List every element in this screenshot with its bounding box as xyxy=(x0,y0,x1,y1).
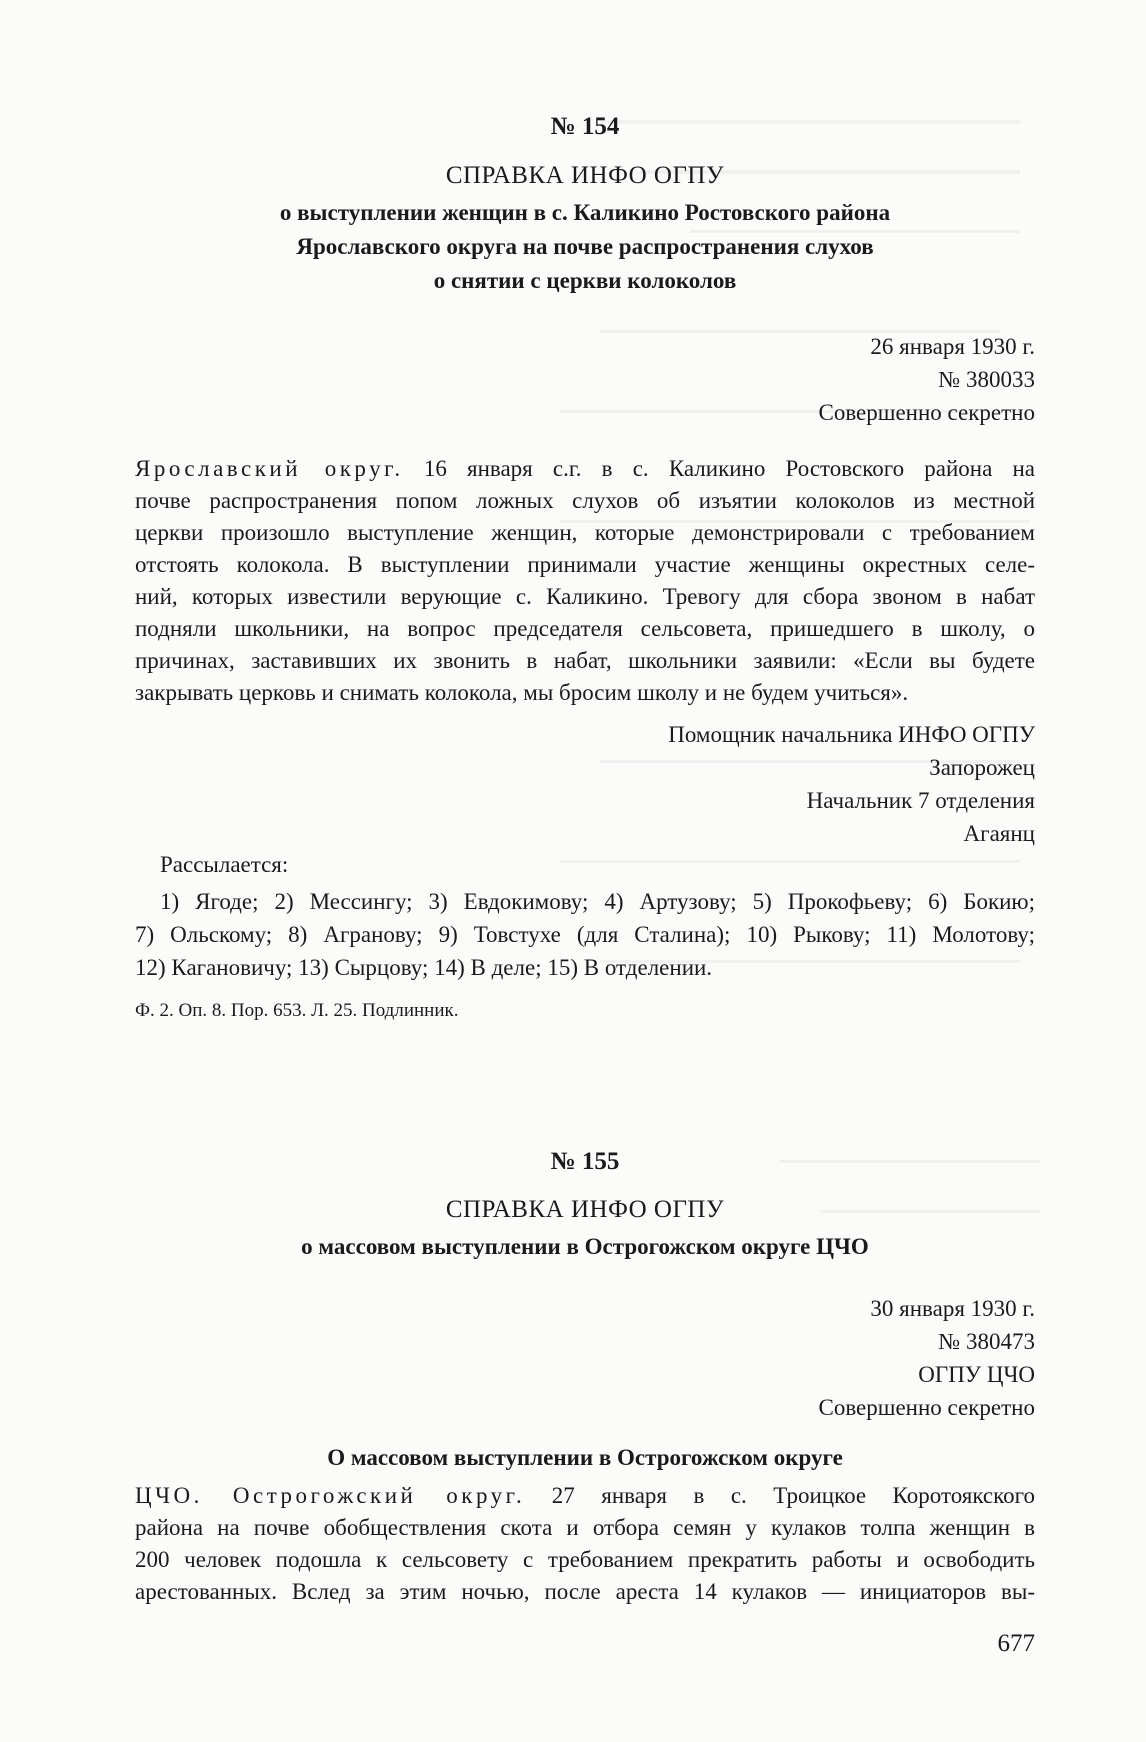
signatory-title: Помощник начальника ИНФО ОГПУ xyxy=(668,722,1035,747)
classification-mark: Совершенно секретно xyxy=(818,400,1035,425)
body-line-text: 27 января в с. Троицкое Коротоякского xyxy=(525,1483,1036,1508)
subtitle-line: о выступлении женщин в с. Каликино Ростовского района xyxy=(279,200,891,225)
body-line: ний, которых известили верующие с. Каликино. Тревогу для сбора звоном в набат xyxy=(135,584,1035,609)
document-meta-155 xyxy=(818,1292,1035,1424)
signatory-title: Начальник 7 отделения xyxy=(806,788,1035,813)
signature-block-154 xyxy=(668,718,1035,850)
body-line xyxy=(135,453,1035,485)
body-line xyxy=(135,1480,1035,1512)
body-line: 200 человек подошла к сельсовету с требованием прекратить работы и освободить xyxy=(135,1547,1035,1572)
body-line: закрывать церковь и снимать колокола, мы бросим школу и не будем учиться». xyxy=(135,680,909,705)
distribution-label: Рассылается: xyxy=(160,852,289,877)
document-title-155: СПРАВКА ИНФО ОГПУ xyxy=(445,1196,725,1223)
document-meta-154 xyxy=(818,330,1035,429)
body-line: арестованных. Вслед за этим ночью, после ареста 14 кулаков — инициаторов вы- xyxy=(135,1579,1035,1604)
body-line-text: 16 января с.г. в с. Каликино Ростовского района на xyxy=(403,456,1035,481)
document-body-154 xyxy=(135,453,1035,709)
distribution-line: 7) Ольскому; 8) Агранову; 9) Товстухе (для Сталина); 10) Рыкову; 11) Молотову; xyxy=(135,922,1035,947)
subtitle-line: о снятии с церкви колоколов xyxy=(433,268,737,293)
body-line: почве распространения попом ложных слухов об изъятии колоколов из местной xyxy=(135,488,1035,513)
document-subtitle-155: о массовом выступлении в Острогожском округе ЦЧО xyxy=(301,1234,869,1259)
page-number: 677 xyxy=(997,1630,1035,1657)
registration-number: № 380033 xyxy=(938,367,1035,392)
body-line: отстоять колокола. В выступлении принимали участие женщины окрестных селе- xyxy=(135,552,1035,577)
organization: ОГПУ ЦЧО xyxy=(918,1362,1035,1387)
document-date: 26 января 1930 г. xyxy=(870,334,1035,359)
section-heading: О массовом выступлении в Острогожском округе xyxy=(327,1445,843,1470)
subtitle-line: Ярославского округа на почве распространения слухов xyxy=(296,234,874,259)
body-line: причинах, заставивших их звонить в набат, школьники заявили: «Если вы будете xyxy=(135,648,1035,673)
body-lead: Ярославский округ. xyxy=(135,456,404,481)
archival-source: Ф. 2. Оп. 8. Пор. 653. Л. 25. Подлинник. xyxy=(135,1000,459,1021)
classification-mark: Совершенно секретно xyxy=(818,1395,1035,1420)
body-lead: ЦЧО. Острогожский округ. xyxy=(135,1483,526,1508)
document-number-155: № 155 xyxy=(550,1148,620,1175)
document-date: 30 января 1930 г. xyxy=(870,1296,1035,1321)
body-line: района на почве обобществления скота и отбора семян у кулаков толпа женщин в xyxy=(135,1515,1035,1540)
document-subtitle-154 xyxy=(135,196,1035,298)
distribution-line: 12) Кагановичу; 13) Сырцову; 14) В деле; 15) В отделении. xyxy=(135,955,713,980)
body-line: подняли школьники, на вопрос председателя сельсовета, пришедшего в школу, о xyxy=(135,616,1035,641)
document-number-154: № 154 xyxy=(550,113,620,140)
document-title-154: СПРАВКА ИНФО ОГПУ xyxy=(445,162,725,189)
distribution-line: 1) Ягоде; 2) Мессингу; 3) Евдокимову; 4) Артузову; 5) Прокофьеву; 6) Бокию; xyxy=(160,889,1035,914)
signatory-name: Запорожец xyxy=(929,755,1035,780)
document-body-155 xyxy=(135,1480,1035,1608)
distribution-list xyxy=(135,885,1035,984)
signatory-name: Агаянц xyxy=(963,821,1035,846)
body-line: церкви произошло выступление женщин, которые демонстрировали с требованием xyxy=(135,520,1035,545)
registration-number: № 380473 xyxy=(938,1329,1035,1354)
